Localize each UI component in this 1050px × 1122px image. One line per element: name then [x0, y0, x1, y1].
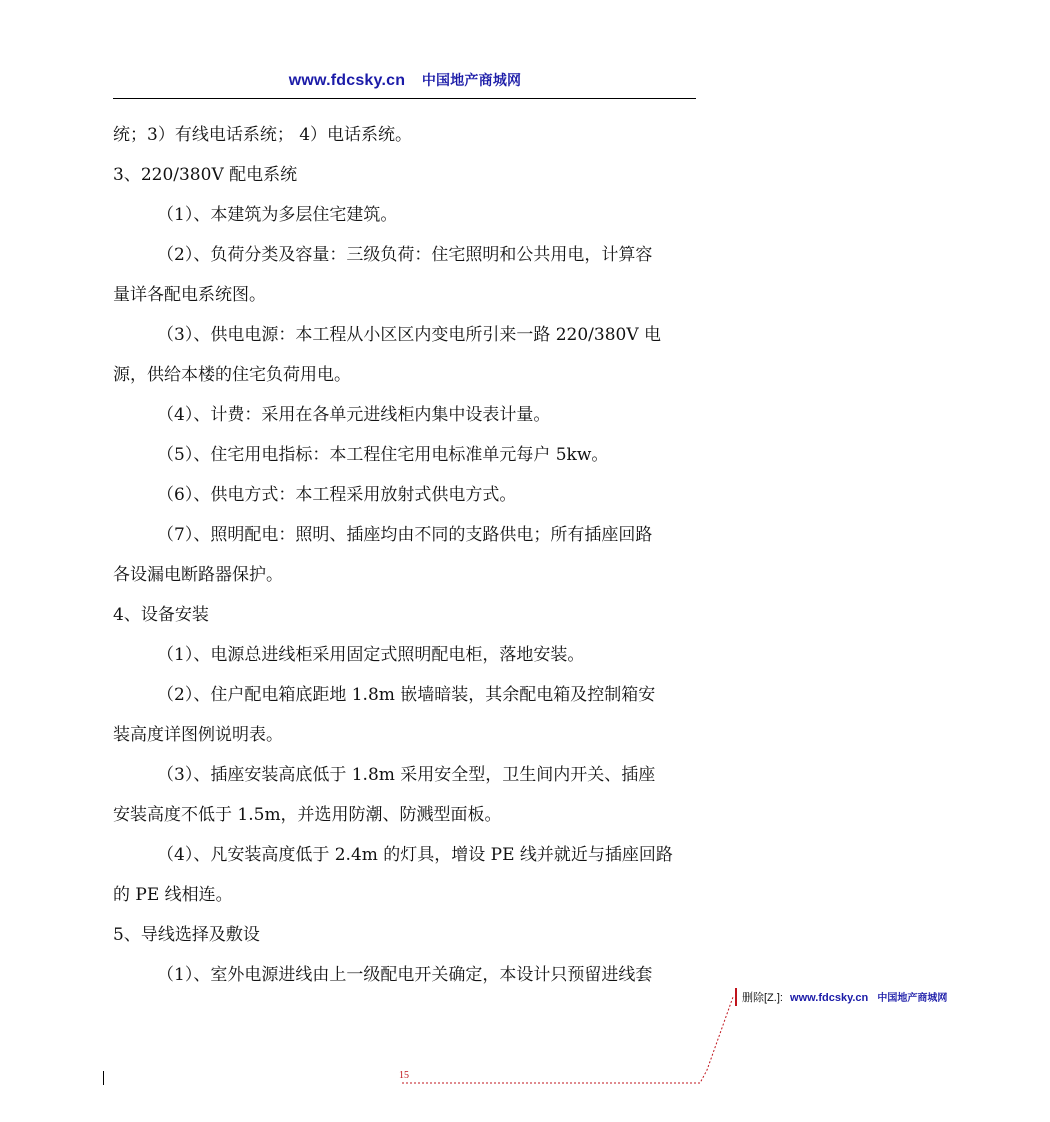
body-line: 量详各配电系统图。 — [113, 285, 266, 305]
body-line: （1）、室外电源进线由上一级配电开关确定，本设计只预留进线套 — [157, 965, 653, 985]
body-line: （4）、计费：采用在各单元进线柜内集中设表计量。 — [157, 405, 551, 425]
revision-site-name: 中国地产商城网 — [877, 993, 948, 1004]
body-line: 装高度详图例说明表。 — [113, 725, 283, 745]
revision-url[interactable]: www.fdcsky.cn — [790, 992, 869, 1004]
body-line: 各设漏电断路器保护。 — [113, 565, 283, 585]
section-heading: 3、220/380V 配电系统 — [113, 165, 298, 185]
body-line: （5）、住宅用电指标：本工程住宅用电标准单元每户 5kw。 — [157, 445, 609, 465]
body-line: （7）、照明配电：照明、插座均由不同的支路供电；所有插座回路 — [157, 525, 653, 545]
revision-marker — [735, 988, 737, 1006]
body-line: 的 PE 线相连。 — [113, 885, 233, 905]
body-line: 安装高度不低于 1.5m，并选用防潮、防溅型面板。 — [113, 805, 502, 825]
section-heading: 5、导线选择及敷设 — [113, 925, 260, 945]
text-cursor — [103, 1071, 104, 1085]
body-line: （4）、凡安装高度低于 2.4m 的灯具，增设 PE 线并就近与插座回路 — [157, 845, 673, 865]
body-line: （6）、供电方式：本工程采用放射式供电方式。 — [157, 485, 517, 505]
section-heading: 4、设备安装 — [113, 605, 209, 625]
body-line: （3）、插座安装高底低于 1.8m 采用安全型，卫生间内开关、插座 — [157, 765, 656, 785]
revision-comment[interactable] — [742, 989, 947, 1005]
body-line: （1）、电源总进线柜采用固定式照明配电柜，落地安装。 — [157, 645, 585, 665]
body-line: （3）、供电电源：本工程从小区区内变电所引来一路 220/380V 电 — [157, 325, 662, 345]
page-number: 15 — [399, 1070, 409, 1081]
body-line: 统；3）有线电话系统； 4）电话系统。 — [113, 125, 413, 145]
revision-prefix: 删除[Z.]: — [742, 992, 783, 1004]
body-line: （1）、本建筑为多层住宅建筑。 — [157, 205, 398, 225]
header-site-name: 中国地产商城网 — [421, 72, 522, 88]
body-line: （2）、住户配电箱底距地 1.8m 嵌墙暗装，其余配电箱及控制箱安 — [157, 685, 656, 705]
body-line: （2）、负荷分类及容量：三级负荷：住宅照明和公共用电，计算容 — [157, 245, 653, 265]
body-line: 源，供给本楼的住宅负荷用电。 — [113, 365, 351, 385]
header-url[interactable]: www.fdcsky.cn — [288, 72, 406, 89]
